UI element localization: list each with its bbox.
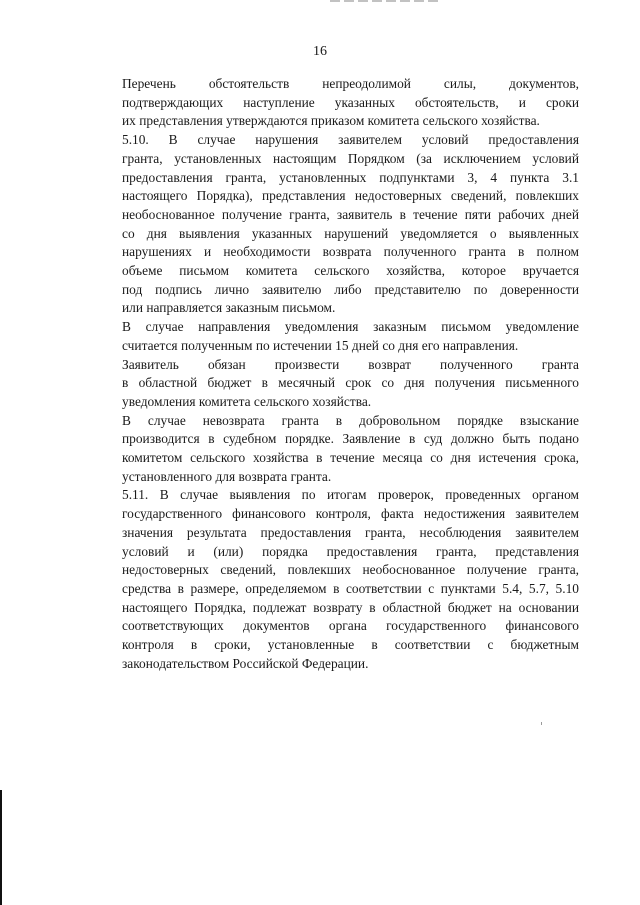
- text-line: В случае направления уведомления заказным письмом уведомление: [122, 319, 579, 335]
- text-line: соответствующих документов органа государственного финансового: [122, 618, 579, 634]
- text-line: недостоверных сведений, повлекших необоснованное получение гранта,: [122, 562, 579, 578]
- text-line: считается полученным по истечении 15 дней со дня его направления.: [122, 337, 519, 353]
- paragraph-force-majeure: [86, 75, 579, 131]
- text-line: необоснованное получение гранта, заявитель в течение пяти рабочих дней: [122, 206, 579, 222]
- text-line: в областной бюджет в месячный срок со дня получения письменного: [122, 375, 579, 391]
- text-line: Заявитель обязан произвести возврат полученного гранта: [122, 356, 579, 372]
- text-line: средства в размере, определяемом в соответствии с пунктами 5.4, 5.7, 5.10: [122, 580, 579, 596]
- text-line: В случае невозврата гранта в добровольном порядке взыскание: [122, 412, 579, 428]
- paragraph-court-recovery: [86, 412, 579, 487]
- text-line: уведомления комитета сельского хозяйства.: [122, 393, 372, 409]
- page-number: 16: [313, 44, 327, 59]
- scan-artifact-top: [330, 0, 440, 2]
- text-line: настоящего Порядка), представления недостоверных сведений, повлекших: [122, 188, 579, 204]
- text-line: нарушениях и необходимости возврата полученного гранта в полном: [122, 244, 579, 260]
- text-line: установленного для возврата гранта.: [122, 468, 332, 484]
- paragraph-5-11: [86, 486, 579, 673]
- text-line: со дня выявления указанных нарушений уведомляется о выявленных: [122, 225, 579, 241]
- text-line: Перечень обстоятельств непреодолимой силы, документов,: [122, 76, 579, 91]
- paragraph-return-obligation: [86, 356, 579, 412]
- text-line: подтверждающих наступление указанных обстоятельств, и сроки: [122, 94, 579, 110]
- text-line: государственного финансового контроля, факта недостижения заявителем: [122, 506, 579, 522]
- text-line: настоящего Порядка, подлежат возврату в областной бюджет на основании: [122, 599, 579, 615]
- text-line: контроля в сроки, установленные в соответствии с бюджетным: [122, 637, 579, 653]
- text-line: 5.11. В случае выявления по итогам проверок, проведенных органом: [122, 487, 579, 503]
- text-line: комитетом сельского хозяйства в течение месяца со дня истечения срока,: [122, 450, 579, 466]
- text-line: под подпись лично заявителю либо представителю по доверенности: [122, 281, 579, 297]
- text-line: 5.10. В случае нарушения заявителем условий предоставления: [122, 132, 579, 148]
- paragraph-registered-letter: [86, 318, 579, 355]
- text-line: гранта, установленных настоящим Порядком (за исключением условий: [122, 150, 579, 166]
- paragraph-5-10: [86, 131, 579, 318]
- text-line: их представления утверждаются приказом комитета сельского хозяйства.: [122, 113, 540, 129]
- scan-artifact-dot: [541, 722, 542, 725]
- text-line: производится в судебном порядке. Заявление в суд должно быть подано: [122, 431, 579, 447]
- scan-artifact-left-edge: [0, 790, 2, 905]
- text-line: или направляется заказным письмом.: [122, 300, 336, 316]
- text-line: предоставления гранта, установленных подпунктами 3, 4 пункта 3.1: [122, 169, 579, 185]
- document-body: [86, 75, 579, 674]
- text-line: законодательством Российской Федерации.: [122, 655, 369, 671]
- text-line: условий и (или) порядка предоставления гранта, представления: [122, 543, 579, 559]
- text-line: значения результата предоставления гранта, несоблюдения заявителем: [122, 524, 579, 540]
- text-line: объеме письмом комитета сельского хозяйства, которое вручается: [122, 263, 579, 279]
